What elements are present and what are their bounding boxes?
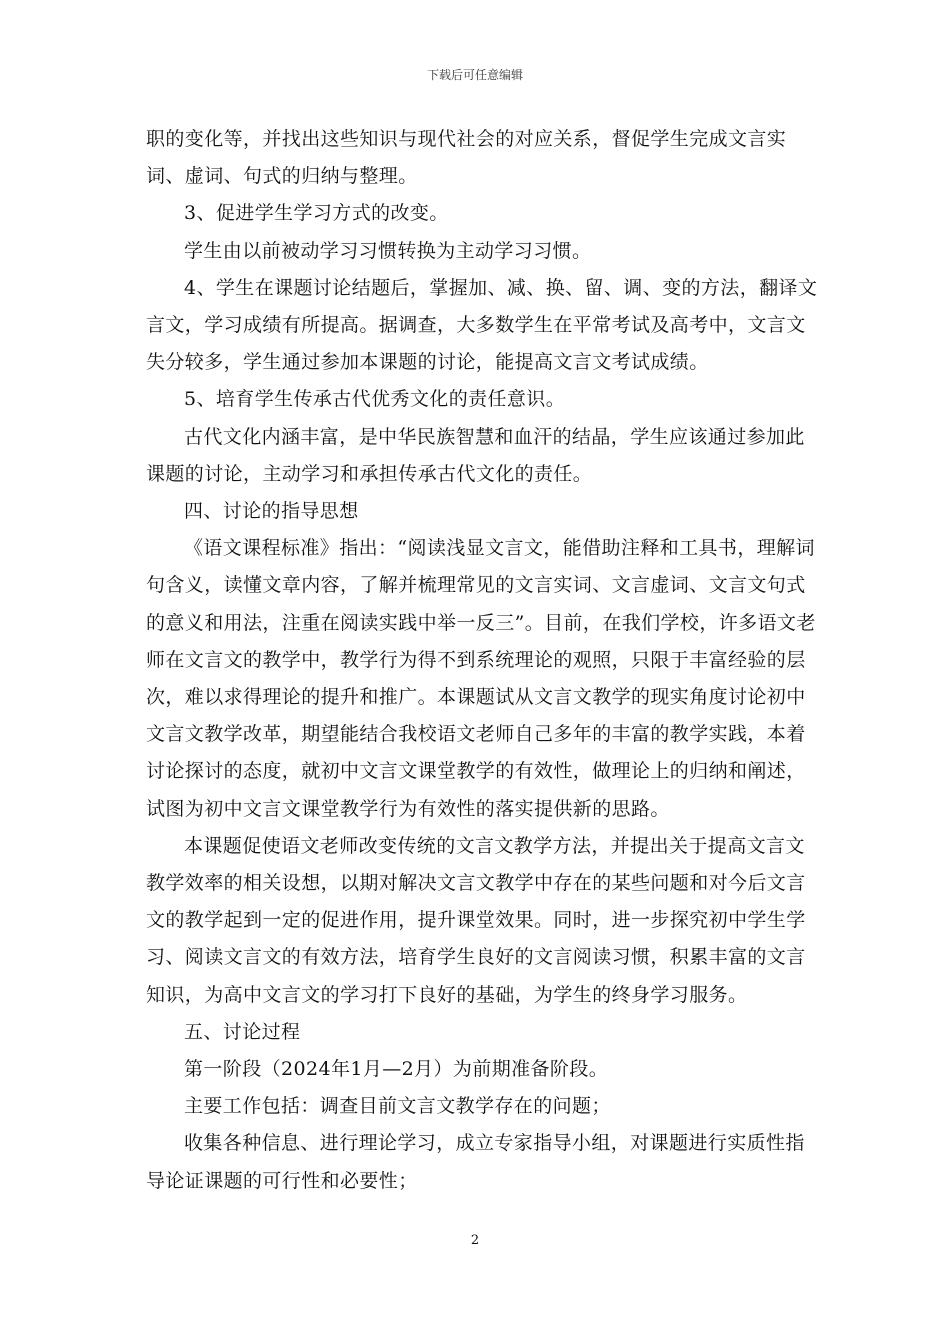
paragraph: 职的变化等，并找出这些知识与现代社会的对应关系，督促学生完成文言实词、虚词、句式的归纳与整理。 (146, 128, 787, 188)
page-number: 2 (470, 1233, 480, 1248)
page-header: 下载后可任意编辑 (426, 68, 523, 82)
paragraph: 收集各种信息、进行理论学习，成立专家指导小组，对课题进行实质性指导论证课题的可行性和必要性； (146, 1132, 805, 1192)
paragraph: 《语文课程标准》指出：“阅读浅显文言文，能借助注释和工具书，理解词句含义，读懂文章内容，了解并梳理常见的文言实词、文言虚词、文言文句式的意义和用法，注重在阅读实践中举一反三”。目前，在我们学校，许多语文老师在文言文的教学中，教学行为得不到系统理论的观照，只限于丰富经验的层次，难以求得理论的提升和推广。本课题试从文言文教学的现实角度讨论初中文言文教学改革，期望能结合我校语文老师自己多年的丰富的教学实践，本着讨论探讨的态度，就初中文言文课堂教学的有效性，做理论上的归纳和阐述，试图为初中文言文课堂教学行为有效性的落实提供新的思路。 (146, 537, 816, 820)
paragraph: 学生由以前被动学习习惯转换为主动学习习惯。 (184, 239, 592, 262)
paragraph: 本课题促使语文老师改变传统的文言文教学方法，并提出关于提高文言文教学效率的相关设想，以期对解决文言文教学中存在的某些问题和对今后文言文的教学起到一定的促进作用，提升课堂效果。同时，进一步探究初中学生学习、阅读文言文的有效方法，培育学生良好的文言阅读习惯，积累丰富的文言知识，为高中文言文的学习打下良好的基础，为学生的终身学习服务。 (146, 834, 806, 1006)
paragraph: 3、促进学生学习方式的改变。 (184, 202, 449, 225)
paragraph: 古代文化内涵丰富，是中华民族智慧和血汗的结晶，学生应该通过参加此课题的讨论，主动学习和承担传承古代文化的责任。 (146, 425, 805, 485)
paragraph: 第一阶段（2024年1月—2月）为前期准备阶段。 (184, 1058, 609, 1081)
paragraph: 4、学生在课题讨论结题后，掌握加、减、换、留、调、变的方法，翻译文言文，学习成绩有所提高。据调查，大多数学生在平常考试及高考中，文言文失分较多，学生通过参加本课题的讨论，能提高文言文考试成绩。 (146, 276, 818, 374)
paragraph: 主要工作包括：调查目前文言文教学存在的问题； (184, 1095, 611, 1118)
section-heading: 四、讨论的指导思想 (184, 500, 359, 523)
body-text (146, 121, 821, 1200)
section-heading: 五、讨论过程 (184, 1020, 301, 1043)
paragraph: 5、培育学生传承古代优秀文化的责任意识。 (184, 388, 566, 411)
